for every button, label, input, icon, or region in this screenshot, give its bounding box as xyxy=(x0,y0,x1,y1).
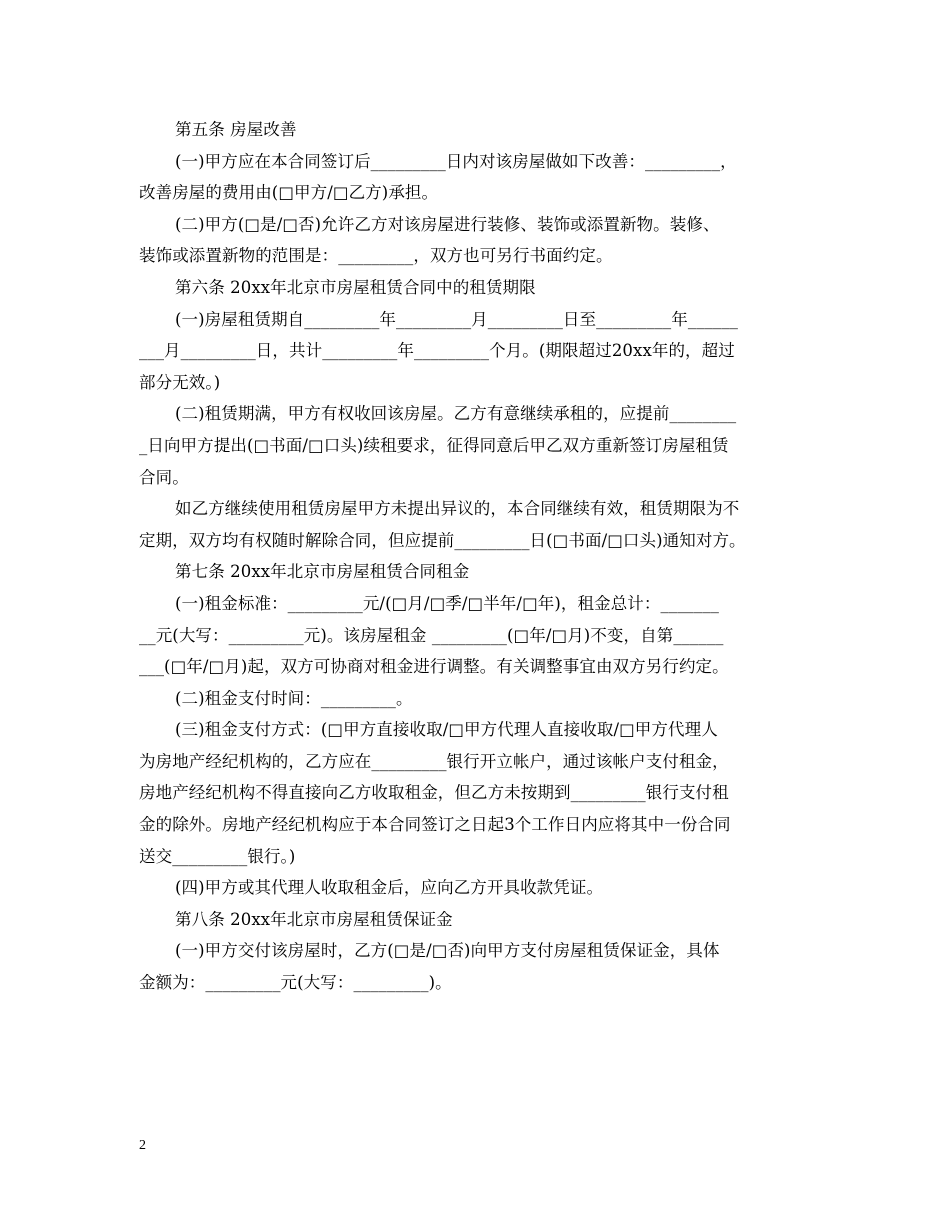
page-number: 2 xyxy=(139,1138,146,1153)
text-line: 第五条 房屋改善 xyxy=(175,120,297,139)
contract-body xyxy=(139,114,819,999)
text-line: (一)甲方应在本合同签订后_________日内对该房屋做如下改善：_________， xyxy=(175,151,737,171)
text-line: _日向甲方提出(□书面/□口头)续租要求，征得同意后甲乙双方重新签订房屋租赁 xyxy=(139,435,729,455)
text-line: (三)租金支付方式：(□甲方直接收取/□甲方代理人直接收取/□甲方代理人 xyxy=(175,720,718,740)
text-line: (二)租金支付时间：_________。 xyxy=(175,688,413,708)
text-line: 金额为：_________元(大写：_________)。 xyxy=(139,973,452,993)
text-line: 第七条 20xx年北京市房屋租赁合同租金 xyxy=(175,562,470,582)
text-line: 为房地产经纪机构的，乙方应在_________银行开立帐户，通过该帐户支付租金， xyxy=(139,751,729,771)
text-line: 如乙方继续使用租赁房屋甲方未提出异议的，本合同继续有效，租赁期限为不 xyxy=(175,499,740,519)
text-line: 装饰或添置新物的范围是：_________，双方也可另行书面约定。 xyxy=(139,246,613,266)
text-line: (四)甲方或其代理人收取租金后，应向乙方开具收款凭证。 xyxy=(175,878,604,898)
text-line: (一)租金标准：_________元/(□月/□季/□半年/□年)，租金总计：_______ xyxy=(175,593,719,613)
text-line: ___(□年/□月)起，双方可协商对租金进行调整。有关调整事宜由双方另行约定。 xyxy=(139,657,729,677)
text-line: 送交_________银行。) xyxy=(139,846,296,866)
text-line: 房地产经纪机构不得直接向乙方收取租金，但乙方未按期到_________银行支付租 xyxy=(139,783,729,803)
text-line: 第六条 20xx年北京市房屋租赁合同中的租赁期限 xyxy=(175,277,536,297)
text-line: (一)房屋租赁期自_________年_________月_________日至_________年______ xyxy=(175,309,738,329)
text-line: 第八条 20xx年北京市房屋租赁保证金 xyxy=(175,909,453,929)
text-line: __元(大写：_________元)。该房屋租金 _________(□年/□月)不变，自第______ xyxy=(139,625,724,645)
text-line: 金的除外。房地产经纪机构应于本合同签订之日起3个工作日内应将其中一份合同 xyxy=(139,815,731,835)
text-line: ___月_________日，共计_________年_________个月。(期限超过20xx年的，超过 xyxy=(139,341,735,361)
text-line: 部分无效。) xyxy=(139,372,221,392)
text-line: (二)租赁期满，甲方有权收回该房屋。乙方有意继续承租的，应提前________ xyxy=(175,404,737,424)
text-line: 合同。 xyxy=(139,467,189,487)
text-line: (二)甲方(□是/□否)允许乙方对该房屋进行装修、装饰或添置新物。装修、 xyxy=(175,214,720,234)
text-line: 定期，双方均有权随时解除合同，但应提前_________日(□书面/□口头)通知对方。 xyxy=(139,530,746,550)
text-line: 改善房屋的费用由(□甲方/□乙方)承担。 xyxy=(139,183,439,203)
text-line: (一)甲方交付该房屋时，乙方(□是/□否)向甲方支付房屋租赁保证金，具体 xyxy=(175,941,720,961)
